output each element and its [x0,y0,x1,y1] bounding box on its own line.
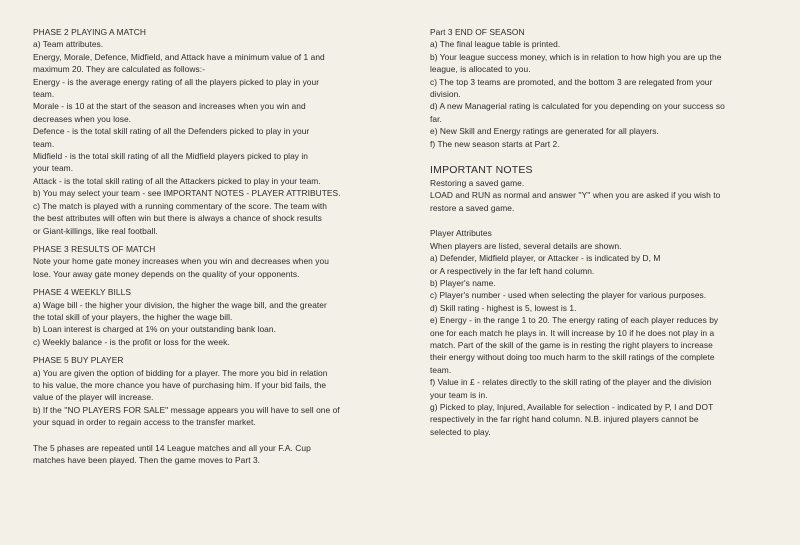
text-line: division. [430,89,461,100]
text-line: a) Defender, Midfield player, or Attacker - is indicated by D, M [430,253,661,264]
text-line: d) A new Managerial rating is calculated for you depending on your success so [430,101,725,112]
phase-3-heading: PHASE 3 RESULTS OF MATCH [33,243,156,254]
phase-5-section [33,354,378,428]
text-line: your team. [33,163,74,174]
text-line: or Giant-killings, like real football. [33,225,158,236]
phase-2-heading: PHASE 2 PLAYING A MATCH [33,27,147,37]
text-line: a) You are given the option of bidding for a player. The more you bid in relation [33,367,328,378]
text-line: b) Your league success money, which is in relation to how high you are up the [430,51,722,62]
text-line: the best attributes will often win but there is always a chance of shock results [33,213,322,224]
player-attributes-section [430,227,770,438]
text-line: e) New Skill and Energy ratings are generated for all players. [430,126,659,137]
phase-4-section [33,286,378,348]
text-line: decreases when you lose. [33,113,132,124]
text-line: a) The final league table is printed. [430,39,561,50]
text-line: e) Energy - in the range 1 to 20. The energy rating of each player reduces by [430,315,719,326]
text-line: c) The match is played with a running commentary of the score. The team with [33,200,327,211]
text-line: c) Player's number - used when selecting the player for various purposes. [430,290,707,301]
phase-4-heading: PHASE 4 WEEKLY BILLS [33,287,131,298]
text-line: f) The new season starts at Part 2. [430,138,560,149]
text-line: selected to play. [430,426,491,437]
important-notes-heading: IMPORTANT NOTES [430,164,533,177]
phase-2-section [33,26,378,237]
text-line: value of the player will increase. [33,392,154,403]
text-line: restore a saved game. [430,202,515,213]
text-line: or A respectively in the far left hand column. [430,265,595,276]
text-line: their energy without doing too much harm to the skill ratings of the complete [430,352,715,363]
text-line: Defence - is the total skill rating of all the Defenders picked to play in your [33,126,310,137]
end-of-season-section [430,26,770,150]
text-line: b) Player's name. [430,277,496,288]
text-line: c) Weekly balance - is the profit or loss for the week. [33,336,230,347]
text-line: Morale - is 10 at the start of the season and increases when you win and [33,101,306,112]
text-line: your squad in order to regain access to the transfer market. [33,417,256,428]
text-line: b) You may select your team - see IMPORTANT NOTES - PLAYER ATTRIBUTES. [33,188,341,199]
text-line: Energy, Morale, Defence, Midfield, and Attack have a minimum value of 1 and [33,51,325,62]
text-line: team. [430,364,452,375]
end-of-season-heading: Part 3 END OF SEASON [430,27,525,37]
text-line: Attack - is the total skill rating of all the Attackers picked to play in your team. [33,175,321,186]
text-line: a) Wage bill - the higher your division, the higher the wage bill, and the greater [33,299,327,310]
text-line: a) Team attributes. [33,39,104,50]
text-line: to his value, the more chance you have of purchasing him. If your bid fails, the [33,379,327,390]
text-line: When players are listed, several details are shown. [430,240,622,251]
player-attributes-heading: Player Attributes [430,228,492,239]
text-line: team. [33,89,55,100]
text-line: lose. Your away gate money depends on the quality of your opponents. [33,268,300,279]
text-line: the total skill of your players, the higher the wage bill. [33,311,233,322]
text-line: LOAD and RUN as normal and answer ''Y'' when you are asked if you wish to [430,190,721,201]
text-line: b) Loan interest is charged at 1% on your outstanding bank loan. [33,324,276,335]
text-line: matches have been played. Then the game moves to Part 3. [33,455,261,465]
text-line: far. [430,113,442,124]
text-line: your team is in. [430,389,488,400]
text-line: Restoring a saved game. [430,178,525,189]
text-line: maximum 20. They are calculated as follows:- [33,64,205,75]
restoring-section [430,177,770,214]
text-line: team. [33,138,55,149]
text-line: d) Skill rating - highest is 5, lowest is 1. [430,302,577,313]
text-line: f) Value in £ - relates directly to the skill rating of the player and the division [430,377,712,388]
text-line: b) If the ''NO PLAYERS FOR SALE'' message appears you will have to sell one of [33,404,340,415]
text-line: The 5 phases are repeated until 14 League matches and all your F.A. Cup [33,442,311,453]
text-line: Note your home gate money increases when you win and decreases when you [33,256,329,267]
text-line: g) Picked to play, Injured, Available for selection - indicated by P, I and DOT [430,401,714,412]
text-line: c) The top 3 teams are promoted, and the bottom 3 are relegated from your [430,76,713,87]
phases-repeat-note [33,442,378,467]
text-line: match. Part of the skill of the game is in resting the right players to increase [430,339,713,350]
phase-3-section [33,243,378,280]
phase-5-heading: PHASE 5 BUY PLAYER [33,355,124,366]
text-line: Midfield - is the total skill rating of all the Midfield players picked to play in [33,151,309,162]
text-line: league, is allocated to you. [430,64,531,75]
text-line: respectively in the far right hand column. N.B. injured players cannot be [430,414,699,425]
text-line: Energy - is the average energy rating of all the players picked to play in your [33,76,320,87]
left-column [33,26,378,466]
right-column [430,26,770,438]
text-line: one for each match he plays in. It will increase by 10 if he does not play in a [430,327,715,338]
